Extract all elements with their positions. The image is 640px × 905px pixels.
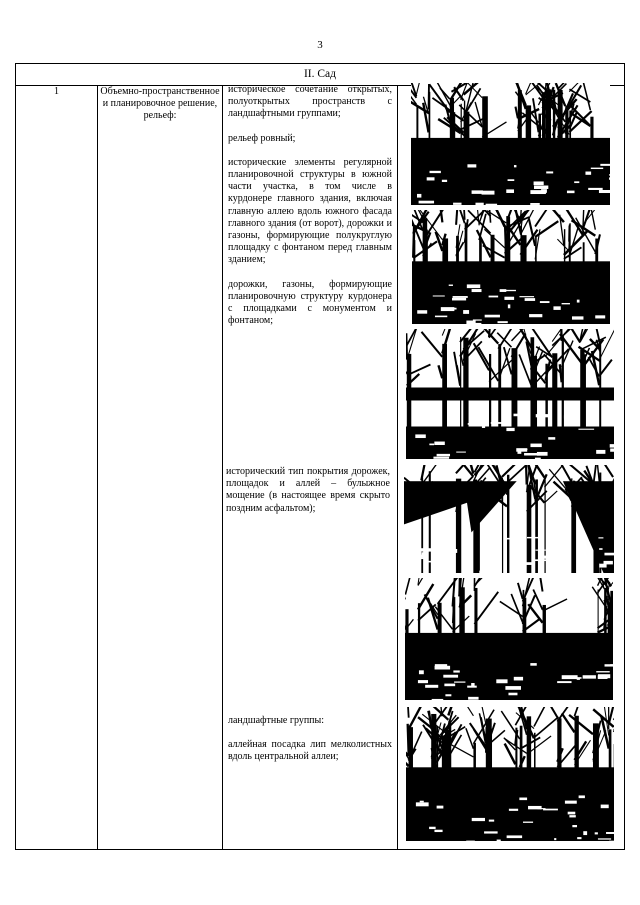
photo-park-trees-2 [412, 210, 610, 324]
column-divider [97, 85, 98, 849]
row-category: Объемно-пространственное и планировочное решение, рельеф: [100, 86, 220, 121]
photo-park-trees-3 [405, 578, 613, 700]
description-paragraph: аллейная посадка лип мелколистных вдоль центральной аллеи; [228, 739, 392, 763]
photo-snowy-path [404, 465, 614, 573]
description-paragraph: ландшафтные группы: [228, 715, 325, 726]
photo-alley-trees [406, 707, 614, 841]
description-block-3 [228, 715, 392, 776]
description-paragraph: исторические элементы регулярной планировочной структуры в южной части участка, в том числе в курдонере главного здания, включая главную аллею вдоль южного фасада главного здания (от ворот), дорожки и газоны, формирующие полукруглую площадку с фонтаном перед главным зданием; [228, 156, 392, 266]
photo-park-trees-1 [411, 83, 610, 205]
description-paragraph: исторический тип покрытия дорожек, площадок и аллей – булыжное мощение (в настоящее время скрыто поздним асфальтом); [226, 466, 390, 514]
description-block-2 [226, 466, 390, 527]
description-paragraph: рельеф ровный; [228, 132, 296, 144]
photo-park-lawn-snow [406, 329, 614, 459]
page-number: 3 [317, 39, 323, 51]
description-paragraph: дорожки, газоны, формирующие планировочную структуру курдонера с площадками с монументом и фонтаном; [228, 278, 392, 327]
description-paragraph: историческое сочетание открытых, полуоткрытых пространств с ландшафтными группами; [228, 84, 392, 120]
heritage-table [15, 63, 625, 850]
column-divider [222, 85, 223, 849]
section-title: II. Сад [16, 64, 624, 86]
column-divider [397, 85, 398, 849]
row-number: 1 [54, 86, 59, 97]
description-block-1 [228, 84, 392, 339]
